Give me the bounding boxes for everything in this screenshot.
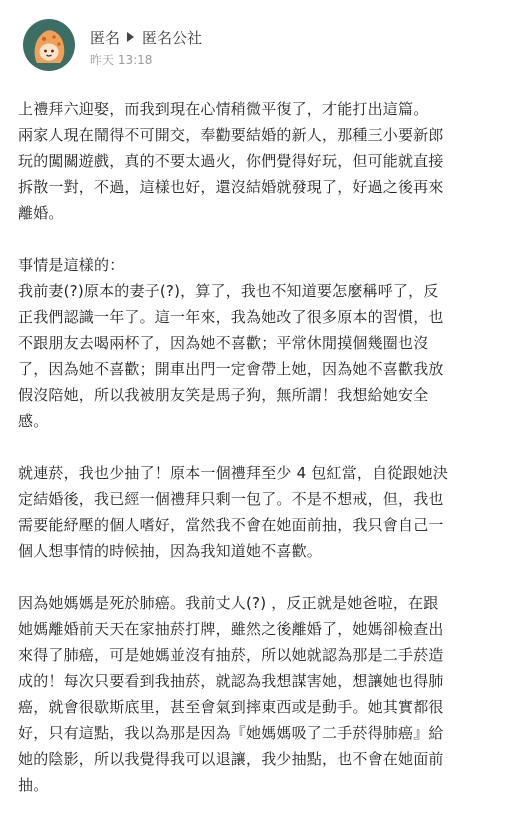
board-name[interactable]: 匿名公社 — [142, 28, 203, 47]
post-timestamp: 昨天 13:18 — [90, 53, 153, 67]
post-line: 兩家人現在鬧得不可開交，奉勸要結婚的新人，那種三小要新郎 — [18, 126, 444, 144]
post-line: 個人想事情的時候抽，因為我知道她不喜歡。 — [18, 542, 323, 560]
post-line: 了，因為她不喜歡；開車出門一定會帶上她，因為她不喜歡我放 — [18, 360, 444, 378]
post-line: 我前妻(?)原本的妻子(?)，算了，我也不知道要怎麼稱呼了，反 — [18, 282, 439, 300]
post-paragraph — [18, 590, 514, 798]
avatar[interactable] — [23, 19, 75, 71]
post-paragraph — [18, 252, 514, 434]
post-line: 抽。 — [18, 776, 49, 794]
post-line: 她媽離婚前天天在家抽菸打牌，雖然之後離婚了，她媽卻檢查出 — [18, 620, 444, 638]
post-line: 不跟朋友去喝兩杯了，因為她不喜歡；平常休閒摸個幾圈也沒 — [18, 334, 429, 352]
post-header — [0, 0, 529, 80]
post-body — [18, 96, 514, 824]
post-line: 好，只有這點，我以為那是因為『她媽媽吸了二手菸得肺癌』給 — [18, 724, 444, 742]
post-line: 玩的闖關遊戲，真的不要太過火，你們覺得好玩，但可能就直接 — [18, 152, 444, 170]
post-line: 因為她媽媽是死於肺癌。我前丈人(?) ，反正就是她爸啦，在跟 — [18, 594, 439, 612]
post-line: 感。 — [18, 412, 49, 430]
anonymous-avatar-icon — [23, 19, 75, 71]
post-line: 假沒陪她，所以我被朋友笑是馬子狗，無所謂！我想給她安全 — [18, 386, 429, 404]
post-line: 來得了肺癌，可是她媽並沒有抽菸，所以她就認為那是二手菸造 — [18, 646, 444, 664]
post-line: 就連菸，我也少抽了！原本一個禮拜至少 4 包紅當，自從跟她決 — [18, 464, 449, 482]
author-line — [90, 26, 202, 48]
post-line: 正我們認識一年了。這一年來，我為她改了很多原本的習慣，也 — [18, 308, 444, 326]
post-line: 離婚。 — [18, 204, 64, 222]
caret-right-icon — [127, 32, 134, 42]
post-paragraph — [18, 96, 514, 226]
post-line: 定結婚後，我已經一個禮拜只剩一包了。不是不想戒，但，我也 — [18, 490, 444, 508]
post-line: 她的陰影，所以我覺得我可以退讓，我少抽點，也不會在她面前 — [18, 750, 444, 768]
post-line: 成的！每次只要看到我抽菸，就認為我想謀害她，想讓她也得肺 — [18, 672, 444, 690]
post-line: 拆散一對，不過，這樣也好，還沒結婚就發現了，好過之後再來 — [18, 178, 444, 196]
post-paragraph — [18, 460, 514, 564]
post-line: 事情是這樣的： — [18, 256, 125, 274]
post-line: 癌，就會很歇斯底里，甚至會氣到摔東西或是動手。她其實都很 — [18, 698, 444, 716]
post-line: 上禮拜六迎娶，而我到現在心情稍微平復了，才能打出這篇。 — [18, 100, 429, 118]
author-name[interactable]: 匿名 — [90, 28, 121, 47]
post-line: 需要能紓壓的個人嗜好，當然我不會在她面前抽，我只會自己一 — [18, 516, 444, 534]
